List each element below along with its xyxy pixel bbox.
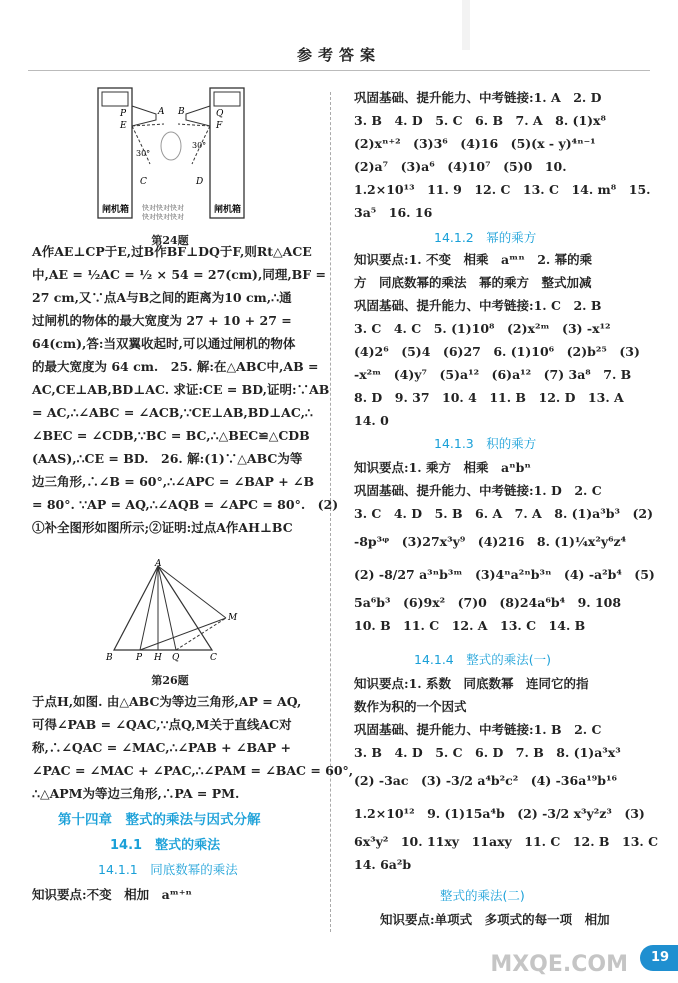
fig24-label-d: D [196,177,204,187]
section-title: 14.1 整式的乘法 [110,838,221,853]
subsection-title: 14.1.1 同底数幂的乘法 [98,862,238,877]
fig26-label-b: B [106,653,113,663]
knowledge-points: 知识要点:不变 相加 aᵐ⁺ⁿ [32,887,192,902]
fig26-label-a: A [155,559,162,569]
fig26-label-h: H [154,653,162,663]
text-line: 1.2×10¹³ 11. 9 12. C 13. C 14. m⁸ 15. [354,182,651,197]
text-line: 27 cm,又∵点A与B之间的距离为10 cm,∴通 [32,290,292,305]
text-line: = 80°. ∵AP = AQ,∴∠AQB = ∠APC = 80°. (2) [32,497,339,512]
text-line: 边三角形,∴∠B = 60°,∴∠APC = ∠BAP + ∠B [32,474,315,489]
text-line: 3. B 4. D 5. C 6. B 7. A 8. (1)x⁸ [354,113,606,128]
text-line: 数作为积的一个因式 [354,699,467,714]
fig24-note-1: 快对快对快对 [142,204,184,212]
text-line: 的最大宽度为 64 cm. 25. 解:在△ABC中,AB = [32,359,319,374]
subsection-title: 整式的乘法(二) [440,888,525,903]
text-line: A作AE⊥CP于E,过B作BF⊥DQ于F,则Rt△ACE [32,244,312,259]
text-line: 3. C 4. C 5. (1)10⁸ (2)x²ᵐ (3) -x¹² [354,321,611,336]
text-line: ∴△APM为等边三角形,∴PA = PM. [32,786,240,801]
text-line: (2)xⁿ⁺² (3)3⁶ (4)16 (5)(x - y)⁴ⁿ⁻¹ [354,136,596,151]
text-line: ①补全图形如图所示;②证明:过点A作AH⊥BC [32,520,293,535]
right-gate-box [210,88,244,218]
text-line: 巩固基础、提升能力、中考链接:1. D 2. C [354,483,602,498]
text-line: 1.2×10¹² 9. (1)15a⁴b (2) -3/2 x³y²z³ (3) [354,806,645,821]
subsection-title: 14.1.4 整式的乘法(一) [414,652,552,667]
fig24-label-a: A [158,107,165,117]
subsection-title: 14.1.2 幂的乘方 [434,230,537,245]
fig24-angle-right: 30° [192,141,207,150]
left-gate-box [98,88,132,218]
figure-26 [100,558,250,668]
page-number: 19 [640,945,678,971]
text-line: 14. 0 [354,413,389,428]
text-line: (2) -3ac (3) -3/2 a⁴b²c² (4) -36a¹⁹b¹⁶ [354,773,617,788]
watermark: MXQE.COM [490,952,628,977]
fig24-caption: 第24题 [151,234,189,247]
left-box-label: 闸机箱 [102,205,130,215]
text-line: -x²ᵐ (4)y⁷ (5)a¹² (6)a¹² (7) 3a⁸ 7. B [354,367,632,382]
chapter-title: 第十四章 整式的乘法与因式分解 [58,812,261,828]
text-line: (2) -8/27 a³ⁿb³ᵐ (3)4ⁿa²ⁿb³ⁿ (4) -a²b⁴ (5) [354,567,655,582]
fig26-label-c: C [210,653,217,663]
fig26-label-m: M [228,613,238,623]
text-line: 6x³y² 10. 11xy 11axy 11. C 12. B 13. C [354,834,659,849]
left-text-block [32,240,339,539]
text-line: 过闸机的物体的最大宽度为 27 + 10 + 27 = [32,313,292,328]
header-rule [28,70,650,71]
figure-24 [92,86,252,236]
text-line: 3a⁵ 16. 16 [354,205,433,220]
text-line: 3. B 4. D 5. C 6. D 7. B 8. (1)a³x³ [354,745,621,760]
text-line: 3. C 4. D 5. B 6. A 7. A 8. (1)a³b³ (2) [354,506,653,521]
text-line: 巩固基础、提升能力、中考链接:1. C 2. B [354,298,602,313]
fig24-label-c: C [140,177,147,187]
text-line: 称,∴∠QAC = ∠MAC,∴∠PAB + ∠BAP + [32,740,291,755]
fig26-label-q: Q [172,653,180,663]
fig24-label-e: E [120,121,127,131]
text-line: (AAS),∴CE = BD. 26. 解:(1)∵△ABC为等 [32,451,303,466]
text-line: 可得∠PAB = ∠QAC,∵点Q,M关于直线AC对 [32,717,292,732]
text-line: 5a⁶b³ (6)9x² (7)0 (8)24a⁶b⁴ 9. 108 [354,595,622,610]
text-line: 知识要点:1. 系数 同底数幂 连同它的指 [354,676,589,691]
column-divider [330,92,332,932]
text-line: -8p³ᵠ (3)27x³y⁹ (4)216 8. (1)¼x²y⁶z⁴ [354,534,627,549]
right-text-block-c [354,456,655,637]
page-header: 参考答案 [296,46,381,64]
fig24-label-p: P [120,109,127,119]
text-line: (2)a⁷ (3)a⁶ (4)10⁷ (5)0 10. [354,159,567,174]
text-line: (4)2⁶ (5)4 (6)27 6. (1)10⁶ (2)b²⁵ (3) [354,344,640,359]
text-line: ∠BEC = ∠CDB,∵BC = BC,∴△BEC≌△CDB [32,428,310,443]
text-line: 知识要点:1. 不变 相乘 aᵐⁿ 2. 幂的乘 [354,252,593,267]
text-line: AC,CE⊥AB,BD⊥AC. 求证:CE = BD,证明:∵AB [32,382,330,397]
text-line: = AC,∴∠ABC = ∠ACB,∵CE⊥AB,BD⊥AC,∴ [32,405,313,420]
fig26-caption: 第26题 [151,674,189,687]
text-line: ∠PAC = ∠MAC + ∠PAC,∴∠PAM = ∠BAC = 60°, [32,763,354,778]
text-line: 8. D 9. 37 10. 4 11. B 12. D 13. A [354,390,624,405]
fig26-label-p: P [136,653,143,663]
subsection-title: 14.1.3 积的乘方 [434,436,537,451]
text-line: 于点H,如图. 由△ABC为等边三角形,AP = AQ, [32,694,302,709]
right-text-block-d [354,672,659,876]
right-box-label: 闸机箱 [214,205,242,215]
right-text-block-b [354,248,640,432]
text-line: 中,AE = ½AC = ½ × 54 = 27(cm),同理,BF = [32,267,326,282]
left-text-block-2 [32,690,354,805]
fig24-angle-left: 30° [136,149,151,158]
fig24-label-f: F [216,121,223,131]
text-line: 巩固基础、提升能力、中考链接:1. A 2. D [354,90,602,105]
text-line: 14. 6a²b [354,857,412,872]
right-text-block-a [354,86,651,224]
text-line: 方 同底数幂的乘法 幂的乘方 整式加减 [354,275,592,290]
text-line: 知识要点:1. 乘方 相乘 aⁿbⁿ [354,460,531,475]
text-line: 巩固基础、提升能力、中考链接:1. B 2. C [354,722,602,737]
knowledge-points: 知识要点:单项式 多项式的每一项 相加 [380,912,610,927]
fig24-label-b: B [178,107,185,117]
fig24-note-2: 快对快对快对 [142,213,184,221]
text-line: 64(cm),答:当双翼收起时,可以通过闸机的物体 [32,336,296,351]
fig24-label-q: Q [216,109,224,119]
page-tab [462,0,470,50]
text-line: 10. B 11. C 12. A 13. C 14. B [354,618,586,633]
